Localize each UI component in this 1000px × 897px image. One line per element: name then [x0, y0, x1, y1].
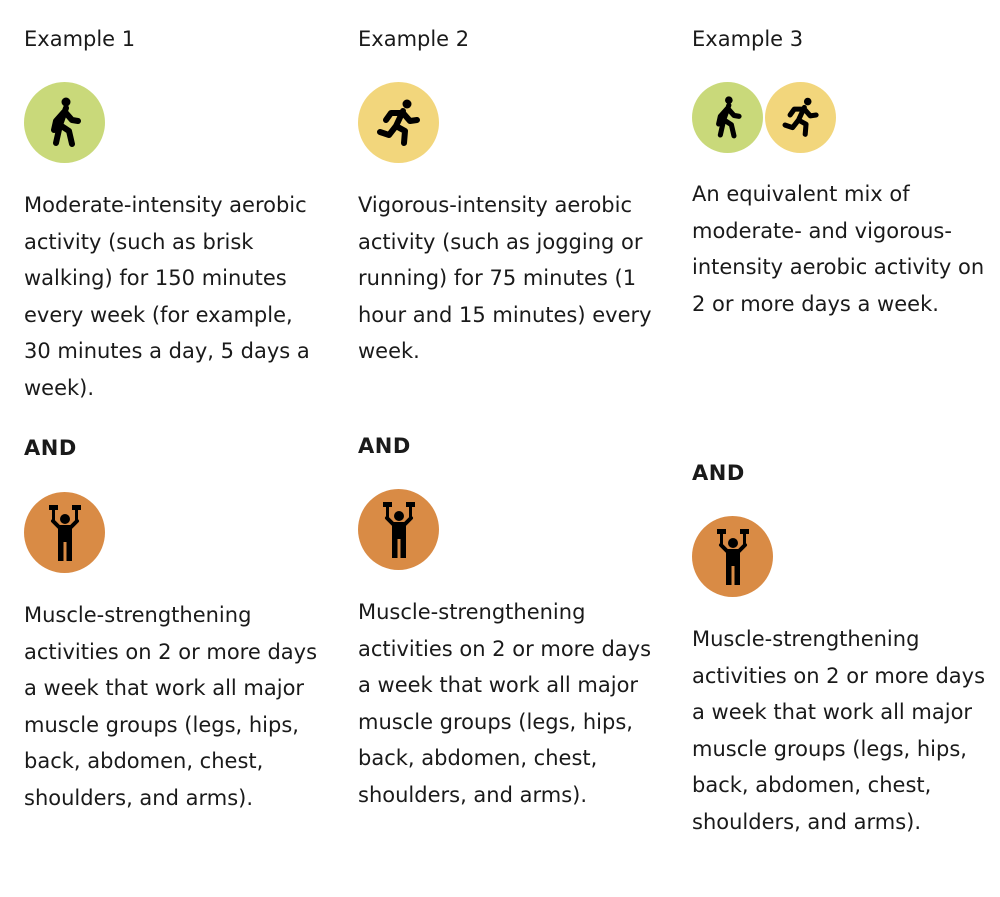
running-person-icon [765, 82, 836, 153]
dumbbell-lift-icon [692, 516, 773, 597]
aerobic-icons [358, 82, 439, 163]
aerobic-icons [692, 82, 836, 153]
running-person-icon [358, 82, 439, 163]
example-heading: Example 2 [358, 27, 470, 51]
strength-icons [692, 516, 773, 597]
aerobic-description: An equivalent mix of moderate- and vigorous-intensity aerobic activity on 2 or more days a week. [692, 182, 985, 316]
strength-description: Muscle-strengthening activities on 2 or more days a week that work all major muscle groups (legs, hips, back, abdomen, chest, shoulders, and arms). [358, 600, 652, 807]
aerobic-description: Moderate-intensity aerobic activity (such as brisk walking) for 150 minutes every week (for example, 30 minutes a day, 5 days a week). [24, 193, 310, 400]
strength-description: Muscle-strengthening activities on 2 or more days a week that work all major muscle groups (legs, hips, back, abdomen, chest, shoulders, and arms). [24, 603, 318, 810]
and-label: AND [358, 434, 411, 458]
and-label: AND [692, 461, 745, 485]
strength-icons [24, 492, 105, 573]
dumbbell-lift-icon [24, 492, 105, 573]
example-heading: Example 1 [24, 27, 136, 51]
and-label: AND [24, 436, 77, 460]
walking-person-icon [24, 82, 105, 163]
aerobic-description: Vigorous-intensity aerobic activity (such as jogging or running) for 75 minutes (1 hour and 15 minutes) every week. [358, 193, 652, 364]
dumbbell-lift-icon [358, 489, 439, 570]
strength-description: Muscle-strengthening activities on 2 or more days a week that work all major muscle groups (legs, hips, back, abdomen, chest, shoulders, and arms). [692, 627, 986, 834]
example-heading: Example 3 [692, 27, 804, 51]
strength-icons [358, 489, 439, 570]
walking-person-icon [692, 82, 763, 153]
aerobic-icons [24, 82, 105, 163]
